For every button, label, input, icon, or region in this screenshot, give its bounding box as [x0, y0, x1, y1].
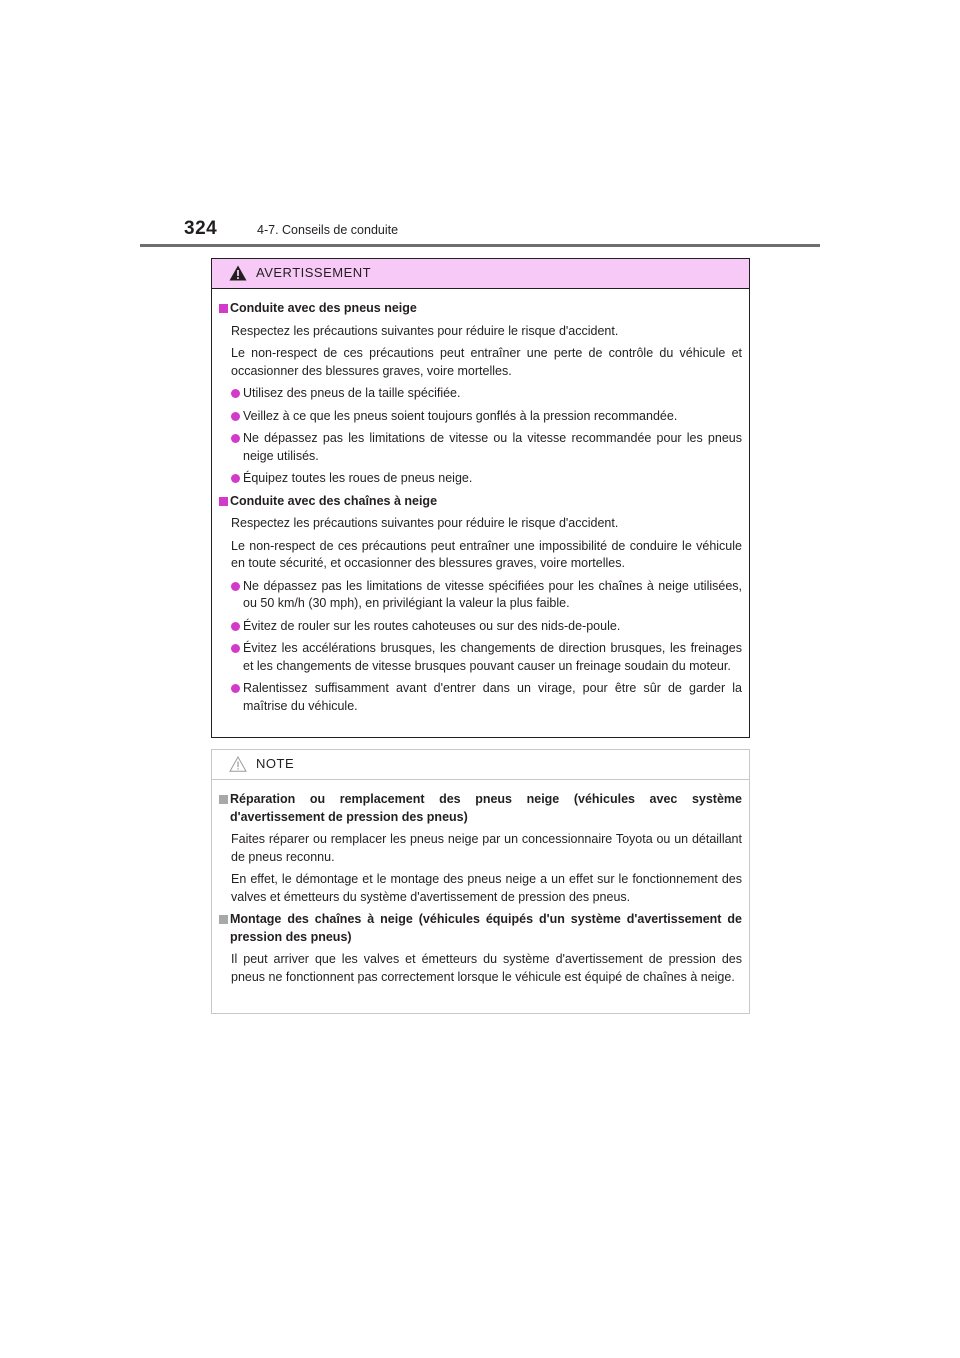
square-bullet-icon — [219, 915, 228, 924]
note-content — [212, 780, 749, 986]
section-heading: Montage des chaînes à neige (véhicules équipés d'un système d'avertissement de pression des pneus) — [219, 911, 742, 946]
caution-outline-triangle-icon — [229, 756, 247, 772]
round-bullet-icon — [231, 644, 240, 653]
warning-header — [212, 259, 749, 289]
round-bullet-icon — [231, 582, 240, 591]
section-title: 4-7. Conseils de conduite — [257, 223, 399, 237]
note-box — [211, 749, 750, 1014]
square-bullet-icon — [219, 497, 228, 506]
paragraph: Le non-respect de ces précautions peut entraîner une perte de contrôle du véhicule et occasionner des blessures graves, voire mortelles. — [231, 346, 742, 378]
paragraph: Il peut arriver que les valves et émetteurs du système d'avertissement de pression des pneus ne fonctionnent pas correctement lorsque le véhicule est équipé de chaînes à neige. — [231, 952, 742, 984]
paragraph: Faites réparer ou remplacer les pneus neige par un concessionnaire Toyota ou un détaillant de pneus reconnu. — [231, 832, 742, 864]
warning-triangle-icon — [229, 265, 247, 281]
note-header — [212, 750, 749, 780]
warning-title: AVERTISSEMENT — [256, 265, 372, 280]
round-bullet-icon — [231, 434, 240, 443]
round-bullet-icon — [231, 684, 240, 693]
list-item: Évitez de rouler sur les routes cahoteuses ou sur des nids-de-poule. — [219, 618, 742, 636]
section-heading: Conduite avec des pneus neige — [219, 300, 742, 318]
round-bullet-icon — [231, 474, 240, 483]
paragraph: En effet, le démontage et le montage des pneus neige a un effet sur le fonctionnement des valves et émetteurs du système d'avertissement de pression des pneus. — [231, 872, 742, 904]
paragraph: Le non-respect de ces précautions peut entraîner une impossibilité de conduire le véhicule en toute sécurité, et occasionner des blessures graves, voire mortelles. — [231, 538, 742, 570]
header-rule — [140, 244, 820, 247]
paragraph: Respectez les précautions suivantes pour réduire le risque d'accident. — [231, 516, 619, 530]
list-item: Veillez à ce que les pneus soient toujours gonflés à la pression recommandée. — [219, 408, 742, 426]
section-heading: Réparation ou remplacement des pneus neige (véhicules avec système d'avertissement de pression des pneus) — [219, 791, 742, 826]
round-bullet-icon — [231, 389, 240, 398]
round-bullet-icon — [231, 412, 240, 421]
section-heading: Conduite avec des chaînes à neige — [219, 493, 742, 511]
list-item: Évitez les accélérations brusques, les changements de direction brusques, les freinages et les changements de vitesse brusques pouvant causer un freinage soudain du moteur. — [219, 640, 742, 675]
paragraph: Respectez les précautions suivantes pour réduire le risque d'accident. — [231, 323, 619, 338]
list-item: Ne dépassez pas les limitations de vitesse spécifiées pour les chaînes à neige utilisées, ou 50 km/h (30 mph), en privilégiant la valeur la plus faible. — [219, 578, 742, 613]
list-item: Équipez toutes les roues de pneus neige. — [219, 470, 742, 488]
page-number: 324 — [184, 218, 218, 239]
list-item: Ralentissez suffisamment avant d'entrer dans un virage, pour être sûr de garder la maîtrise du véhicule. — [219, 680, 742, 715]
square-bullet-icon — [219, 795, 228, 804]
list-item: Utilisez des pneus de la taille spécifiée. — [219, 385, 742, 403]
page-header — [140, 214, 820, 246]
note-title: NOTE — [256, 756, 295, 771]
warning-box — [211, 258, 750, 738]
square-bullet-icon — [219, 304, 228, 313]
round-bullet-icon — [231, 622, 240, 631]
list-item: Ne dépassez pas les limitations de vitesse ou la vitesse recommandée pour les pneus neige utilisés. — [219, 430, 742, 465]
warning-content — [212, 289, 749, 715]
